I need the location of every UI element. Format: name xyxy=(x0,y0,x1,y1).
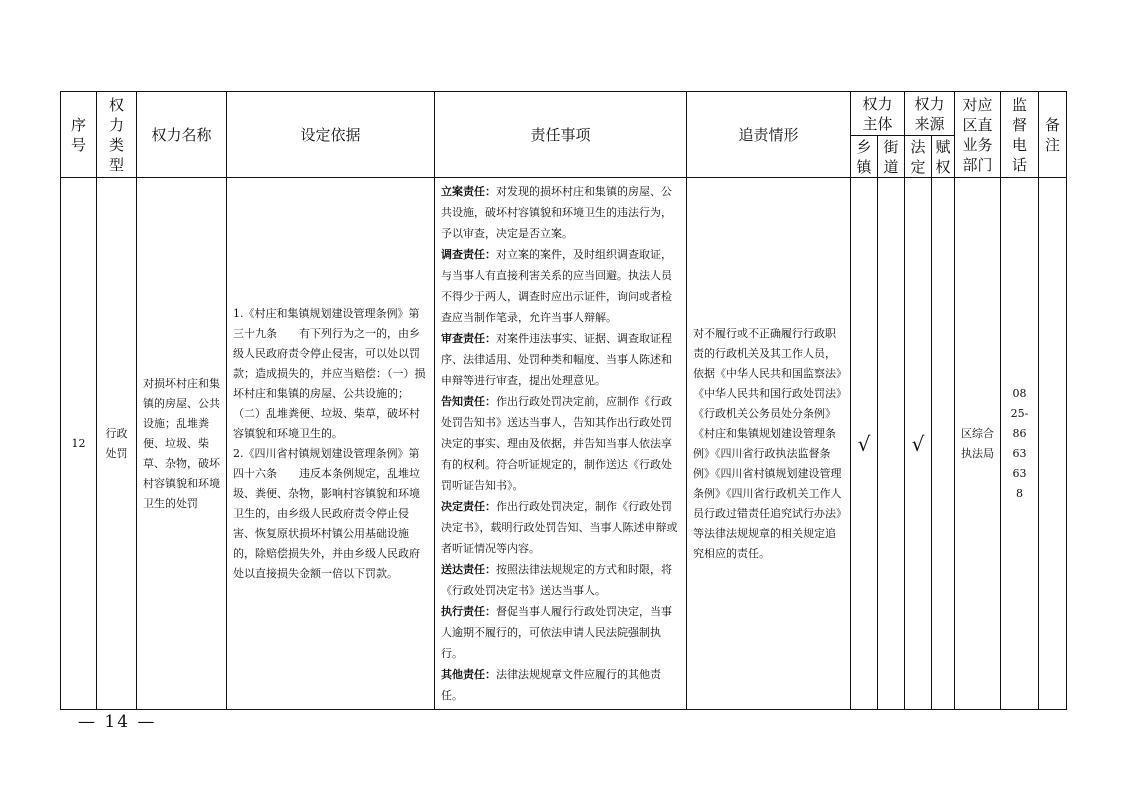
header-subject-township: 乡镇 xyxy=(851,136,878,178)
row-accountability: 对不履行或不正确履行行政职责的行政机关及其工作人员，依据《中华人民共和国监察法》《中华人民共和国行政处罚法》《行政机关公务员处分条例》《村庄和集镇规划建设管理条例》《四川省行政执法监督条例》《四川省村镇规划建设管理条例》《四川省行政机关工作人员行政过错责任追究试行办法》等法律法规规章的相关规定追究相应的责任。 xyxy=(687,178,851,710)
row-source-granted-check xyxy=(932,178,955,710)
duty-item-filing: 立案责任：对发现的损坏村庄和集镇的房屋、公共设施，破坏村容镇貌和环境卫生的违法行为，予以审查，决定是否立案。 xyxy=(441,185,672,240)
header-phone: 监督电话 xyxy=(1001,92,1039,178)
duty-item-service: 送达责任：按照法律法规规定的方式和时限，将《行政处罚决定书》送达当事人。 xyxy=(441,563,672,597)
row-power-name: 对损坏村庄和集镇的房屋、公共设施；乱堆粪便、垃圾、柴草、杂物，破坏村容镇貌和环境卫生的处罚 xyxy=(137,178,227,710)
header-power-name: 权力名称 xyxy=(137,92,227,178)
row-duties xyxy=(435,178,687,710)
page-number: — 14 — xyxy=(78,712,157,732)
header-power-type: 权力类型 xyxy=(97,92,137,178)
row-source-legal-check: √ xyxy=(905,178,932,710)
duty-item-investigation: 调查责任：对立案的案件，及时组织调查取证，与当事人有直接利害关系的应当回避。执法人员不得少于两人，调查时应出示证件，询问或者检查应当制作笔录，允许当事人辩解。 xyxy=(441,248,672,324)
header-subject-street: 街道 xyxy=(878,136,905,178)
row-dept: 区综合执法局 xyxy=(955,178,1001,710)
row-remark xyxy=(1039,178,1067,710)
header-accountability: 追责情形 xyxy=(687,92,851,178)
table-row xyxy=(61,178,1067,710)
duty-item-review: 审查责任：对案件违法事实、证据、调查取证程序、法律适用、处罚种类和幅度、当事人陈述和申辩等进行审查，提出处理意见。 xyxy=(441,332,672,387)
row-basis: 1.《村庄和集镇规划建设管理条例》第三十九条 有下列行为之一的，由乡级人民政府责令停止侵害，可以处以罚款；造成损失的，并应当赔偿：（一）损坏村庄和集镇的房屋、公共设施的；（二）乱堆粪便、垃圾、柴草，破坏村容镇貌和环境卫生的。 2.《四川省村镇规划建设管理条例》第四十六条 违反本条例规定，乱堆垃圾、粪便、杂物，影响村容镇貌和环境卫生的，由乡级人民政府责令停止侵害、恢复原状损坏村镇公用基础设施的，除赔偿损失外，并由乡级人民政府处以直接损失金额一倍以下罚款。 xyxy=(227,178,435,710)
header-basis: 设定依据 xyxy=(227,92,435,178)
header-duties: 责任事项 xyxy=(435,92,687,178)
row-phone: 0825-8663638 xyxy=(1001,178,1039,710)
header-subject: 权力主体 xyxy=(851,92,905,136)
duty-item-notification: 告知责任：作出行政处罚决定前，应制作《行政处罚告知书》送达当事人，告知其作出行政处罚决定的事实、理由及依据，并告知当事人依法享有的权利。符合听证规定的，制作送达《行政处罚听证告知书》。 xyxy=(441,395,672,492)
header-source: 权力来源 xyxy=(905,92,955,136)
row-seq: 12 xyxy=(61,178,97,710)
header-dept: 对应区直业务部门 xyxy=(955,92,1001,178)
row-subject-street-check xyxy=(878,178,905,710)
duty-item-enforcement: 执行责任：督促当事人履行行政处罚决定，当事人逾期不履行的，可依法申请人民法院强制执行。 xyxy=(441,605,672,660)
header-remark: 备注 xyxy=(1039,92,1067,178)
header-source-legal: 法定 xyxy=(905,136,932,178)
row-power-type: 行政处罚 xyxy=(97,178,137,710)
duty-item-other: 其他责任：法律法规规章文件应履行的其他责任。 xyxy=(441,668,661,702)
row-subject-township-check: √ xyxy=(851,178,878,710)
duty-item-decision: 决定责任：作出行政处罚决定，制作《行政处罚决定书》，载明行政处罚告知、当事人陈述申辩或者听证情况等内容。 xyxy=(441,500,678,555)
header-seq: 序号 xyxy=(61,92,97,178)
power-list-table xyxy=(60,91,1067,710)
header-source-granted: 赋权 xyxy=(932,136,955,178)
